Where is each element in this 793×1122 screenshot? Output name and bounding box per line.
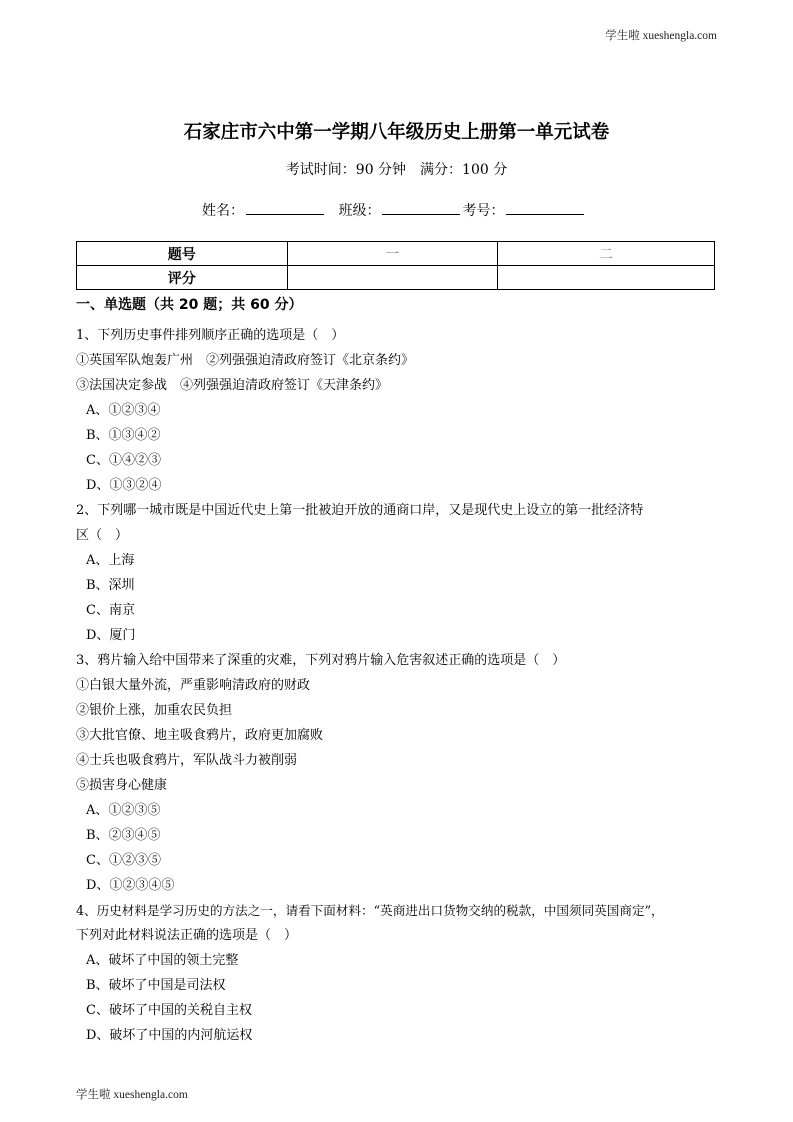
option-c[interactable]: C、①④②③ [86,453,161,468]
table-cell: 题号 [77,242,288,266]
name-label: 姓名： [202,203,244,219]
student-fields [202,200,586,220]
score-input-cell[interactable] [498,266,715,290]
table-cell: 评分 [77,266,288,290]
class-label: 班级： [338,203,381,219]
id-blank[interactable] [506,200,584,215]
option-b[interactable]: B、破坏了中国是司法权 [86,978,226,993]
option-a[interactable]: A、上海 [86,553,135,568]
header-watermark: 学生啦 xueshengla.com [605,30,717,42]
question-line: ③大批官僚、地主吸食鸦片，政府更加腐败 [76,728,324,743]
question-1: 1、下列历史事件排列顺序正确的选项是（ ） [76,328,345,343]
option-a[interactable]: A、破坏了中国的领土完整 [86,953,239,968]
question-line: ⑤损害身心健康 [76,778,168,793]
option-c[interactable]: C、破坏了中国的关税自主权 [86,1003,252,1018]
section-heading: 一、单选题（共 20 题；共 60 分） [76,297,303,313]
score-input-cell[interactable] [287,266,498,290]
option-d[interactable]: D、①②③④⑤ [86,878,175,893]
exam-info: 考试时间：90 分钟 满分：100 分 [285,162,508,178]
name-blank[interactable] [246,200,324,215]
option-b[interactable]: B、①③④② [86,428,161,443]
option-a[interactable]: A、①②③⑤ [86,803,161,818]
option-c[interactable]: C、①②③⑤ [86,853,161,868]
option-d[interactable]: D、厦门 [86,628,136,643]
option-d[interactable]: D、①③②④ [86,478,162,493]
id-label: 考号： [462,203,505,219]
question-2: 2、下列哪一城市既是中国近代史上第一批被迫开放的通商口岸，又是现代史上设立的第一批经济特 [76,503,644,518]
score-table [76,241,715,290]
footer-watermark: 学生啦 xueshengla.com [76,1089,188,1101]
option-a[interactable]: A、①②③④ [86,403,161,418]
score-table-row [77,242,715,266]
score-table-row [77,266,715,290]
question-line: ④士兵也吸食鸦片，军队战斗力被削弱 [76,753,298,768]
question-line: ①白银大量外流，严重影响清政府的财政 [76,678,311,693]
option-b[interactable]: B、②③④⑤ [86,828,161,843]
question-3: 3、鸦片输入给中国带来了深重的灾难，下列对鸦片输入危害叙述正确的选项是（ ） [76,653,566,668]
question-4: 4、历史材料是学习历史的方法之一，请看下面材料：“英商进出口货物交纳的税款，中国须同英国商定”， [76,903,664,918]
class-blank[interactable] [382,200,460,215]
question-line: ①英国军队炮轰广州 ②列强强迫清政府签订《北京条约》 [76,353,415,368]
option-b[interactable]: B、深圳 [86,578,135,593]
option-d[interactable]: D、破坏了中国的内河航运权 [86,1028,253,1043]
question-line: ②银价上涨，加重农民负担 [76,703,233,718]
page-title: 石家庄市六中第一学期八年级历史上册第一单元试卷 [183,122,610,143]
question-line: 区（ ） [76,528,129,543]
table-cell: 二 [498,242,715,266]
question-line: 下列对此材料说法正确的选项是（ ） [76,928,298,943]
question-line: ③法国决定参战 ④列强强迫清政府签订《天津条约》 [76,378,389,393]
table-cell: 一 [287,242,498,266]
option-c[interactable]: C、南京 [86,603,135,618]
